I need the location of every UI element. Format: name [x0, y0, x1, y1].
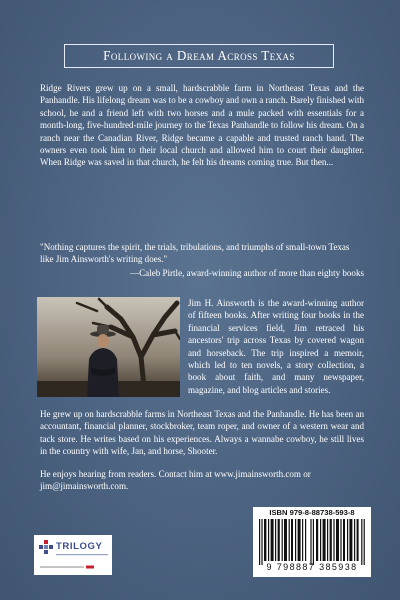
publisher-name: TRILOGY	[56, 541, 103, 552]
cover-title: Following a Dream Across Texas	[103, 48, 295, 63]
author-photo	[37, 297, 180, 397]
publisher-logo	[34, 535, 112, 575]
author-portrait-photo	[37, 297, 180, 397]
barcode-digits: 9 798887 385938	[266, 562, 358, 572]
publisher-imprint-mark	[40, 565, 100, 569]
trilogy-cross-icon	[39, 540, 53, 554]
author-bio-intro: Jim H. Ainsworth is the award-winning author of fifteen books. After writing four books in the financial services field, Jim retraced his ancestors' trip across Texas by covered wagon and horseback. The trip inspired a memoir, which led to ten novels, a story collection, a book about faith, and many newspaper, magazine, and blog articles and stories.	[188, 298, 364, 395]
isbn-label: ISBN 979-8-88738-593-8	[269, 508, 355, 517]
isbn-barcode	[253, 507, 371, 577]
author-bio-background: He grew up on hardscrabble farms in Northeast Texas and the Panhandle. He has been an accountant, financial planner, stockbroker, team roper, and owner of a western wear and tack store. He writes based on his experiences. Always a wannabe cowboy, he still lives in the country with wife, Jan, and horse, Shooter.	[40, 409, 364, 457]
publisher-tagline-mark	[56, 553, 108, 557]
title-frame	[64, 44, 334, 68]
review-quote: "Nothing captures the spirit, the trials, tribulations, and triumphs of small-town Texas like Jim Ainsworth's writing does."	[40, 242, 350, 265]
review-attribution: —Caleb Pirtle, award-winning author of more than eighty books	[130, 268, 364, 278]
author-contact: He enjoys hearing from readers. Contact him at www.jimainsworth.com or jim@jimainsworth.com.	[40, 469, 311, 492]
story-blurb: Ridge Rivers grew up on a small, hardscrabble farm in Northeast Texas and the Panhandle. His lifelong dream was to be a cowboy and own a ranch. Barely finished with school, he and a friend left with two horses and a mule packed with essentials for a month-long, five-hundred-mile journey to the Texas Panhandle to follow his dream. On a ranch near the Canadian River, Ridge became a capable and trusted ranch hand. The owners even took him to their local church and allowed him to court their daughter. When Ridge was saved in that church, he felt his dreams coming true. But then...	[40, 83, 364, 168]
barcode-bars	[259, 519, 365, 565]
